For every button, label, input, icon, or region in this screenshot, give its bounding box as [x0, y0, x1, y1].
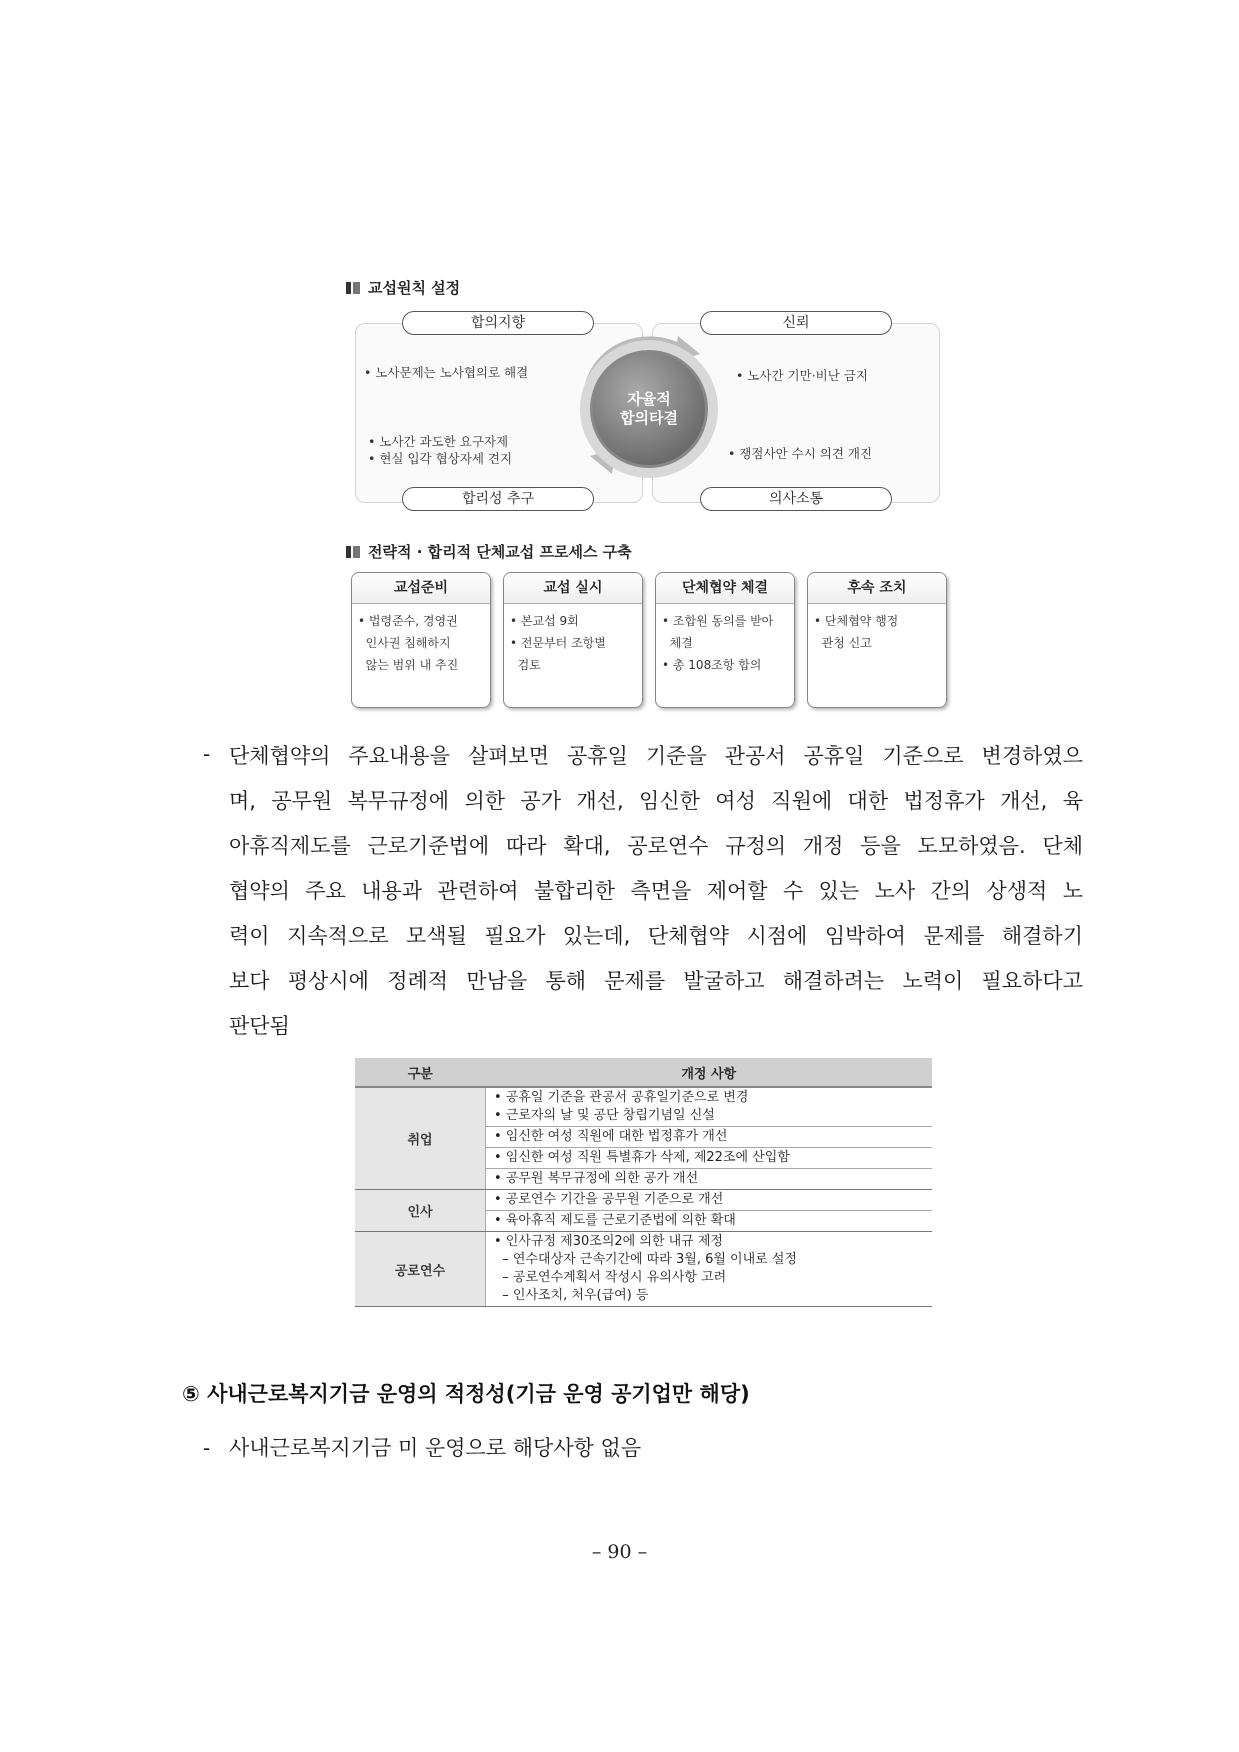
note-bottom-left-2: • 현실 입각 협상자세 견지 — [368, 451, 513, 466]
note-top-right: • 노사간 기만·비난 금지 — [736, 368, 868, 383]
table-cell-line: – 연수대상자 근속기간에 따라 3월, 6월 이내로 설정 — [494, 1252, 797, 1267]
section5-heading: ⑤ 사내근로복지기금 운영의 적정성(기금 운영 공기업만 해당) — [182, 1382, 750, 1406]
process-step-head: 교섭준비 — [352, 573, 490, 604]
note-bottom-right: • 쟁점사안 수시 의견 개진 — [728, 446, 873, 461]
section-bullet-icon — [346, 546, 360, 558]
table-cell-line: – 인사조치, 처우(급여) 등 — [494, 1288, 649, 1303]
process-step-line: • 총 108조항 합의 — [662, 658, 762, 672]
process-step-head: 단체협약 체결 — [656, 573, 794, 604]
paragraph-line: 며, 공무원 복무규정에 의한 공가 개선, 임신한 여성 직원에 대한 법정휴가 개선, 육 — [229, 789, 1083, 813]
note-top-left: • 노사문제는 노사협의로 해결 — [364, 365, 529, 380]
table-cell-line: • 공무원 복무규정에 의한 공가 개선 — [494, 1171, 699, 1186]
note-bottom-left-1: • 노사간 과도한 요구자제 — [368, 434, 509, 449]
table-cell-line: • 공로연수 기간을 공무원 기준으로 개선 — [494, 1192, 724, 1207]
table-cell-line: • 근로자의 날 및 공단 창립기념일 신설 — [494, 1108, 715, 1123]
paragraph-line: 단체협약의 주요내용을 살펴보면 공휴일 기준을 관공서 공휴일 기준으로 변경하였으 — [229, 744, 1083, 768]
table-row — [355, 1232, 932, 1307]
paragraph-line: 협약의 주요 내용과 관련하여 불합리한 측면을 제어할 수 있는 노사 간의 상생적 노 — [229, 879, 1083, 903]
process-step-line: 체결 — [662, 636, 693, 650]
process-step-line: • 법령준수, 경영권 — [358, 614, 458, 628]
table-cell-line: • 공휴일 기준을 관공서 공휴일기준으로 변경 — [494, 1090, 749, 1105]
paragraph-line: 아휴직제도를 근로기준법에 따라 확대, 공로연수 규정의 개정 등을 도모하였음. 단체 — [229, 834, 1083, 858]
process-step-line: 인사권 침해하지 — [358, 636, 451, 650]
section5-text: 사내근로복지기금 미 운영으로 해당사항 없음 — [229, 1436, 642, 1460]
pill-consensus: 합의지향 — [402, 311, 594, 335]
figure2-title: 전략적 · 합리적 단체교섭 프로세스 구축 — [346, 541, 632, 562]
table-row — [355, 1190, 932, 1211]
section-bullet-icon — [346, 282, 360, 294]
table-header: 개정 사항 — [486, 1058, 933, 1087]
paragraph-line: 판단됨 — [229, 1014, 290, 1038]
section5-dash: - — [203, 1436, 211, 1460]
body-paragraph — [229, 734, 1083, 1049]
table-category: 공로연수 — [355, 1232, 486, 1307]
process-step-line: • 본교섭 9회 — [510, 614, 579, 628]
process-step — [807, 572, 947, 708]
paragraph-dash: - — [203, 742, 211, 766]
table-header: 구분 — [355, 1058, 486, 1087]
process-step-line: • 전문부터 조항별 — [510, 636, 606, 650]
process-step-head: 후속 조치 — [808, 573, 946, 604]
process-step — [351, 572, 491, 708]
process-step — [655, 572, 795, 708]
process-step-head: 교섭 실시 — [504, 573, 642, 604]
revision-table — [355, 1058, 932, 1307]
process-step-line: 관청 신고 — [814, 636, 872, 650]
paragraph-line: 보다 평상시에 정례적 만남을 통해 문제를 발굴하고 해결하려는 노력이 필요하다고 — [229, 969, 1083, 993]
table-cell-line: • 임신한 여성 직원 특별휴가 삭제, 제22조에 산입함 — [494, 1150, 790, 1165]
page-number: – 90 – — [591, 1541, 648, 1563]
process-step-line: 않는 범위 내 추진 — [358, 658, 459, 672]
paragraph-line: 력이 지속적으로 모색될 필요가 있는데, 단체협약 시점에 임박하여 문제를 해결하기 — [229, 924, 1083, 948]
process-step-line: • 단체협약 행정 — [814, 614, 899, 628]
table-cell-line: • 임신한 여성 직원에 대한 법정휴가 개선 — [494, 1129, 728, 1144]
table-category: 인사 — [355, 1190, 486, 1232]
table-cell-line: • 육아휴직 제도를 근로기준법에 의한 확대 — [494, 1213, 736, 1228]
table-row — [355, 1087, 932, 1127]
process-step-line: • 조합원 동의를 받아 — [662, 614, 774, 628]
process-step-line: 검토 — [510, 658, 541, 672]
table-category: 취업 — [355, 1087, 486, 1190]
process-step — [503, 572, 643, 708]
table-cell-line: • 인사규정 제30조의2에 의한 내규 제정 — [494, 1234, 723, 1249]
pill-communication: 의사소통 — [700, 487, 892, 511]
center-circle: 자율적 합의타결 — [590, 350, 708, 468]
table-cell-line: – 공로연수계획서 작성시 유의사항 고려 — [494, 1270, 727, 1285]
pill-trust: 신뢰 — [700, 311, 892, 335]
pill-rationality: 합리성 추구 — [402, 487, 594, 511]
figure1-title: 교섭원칙 설정 — [346, 277, 460, 298]
